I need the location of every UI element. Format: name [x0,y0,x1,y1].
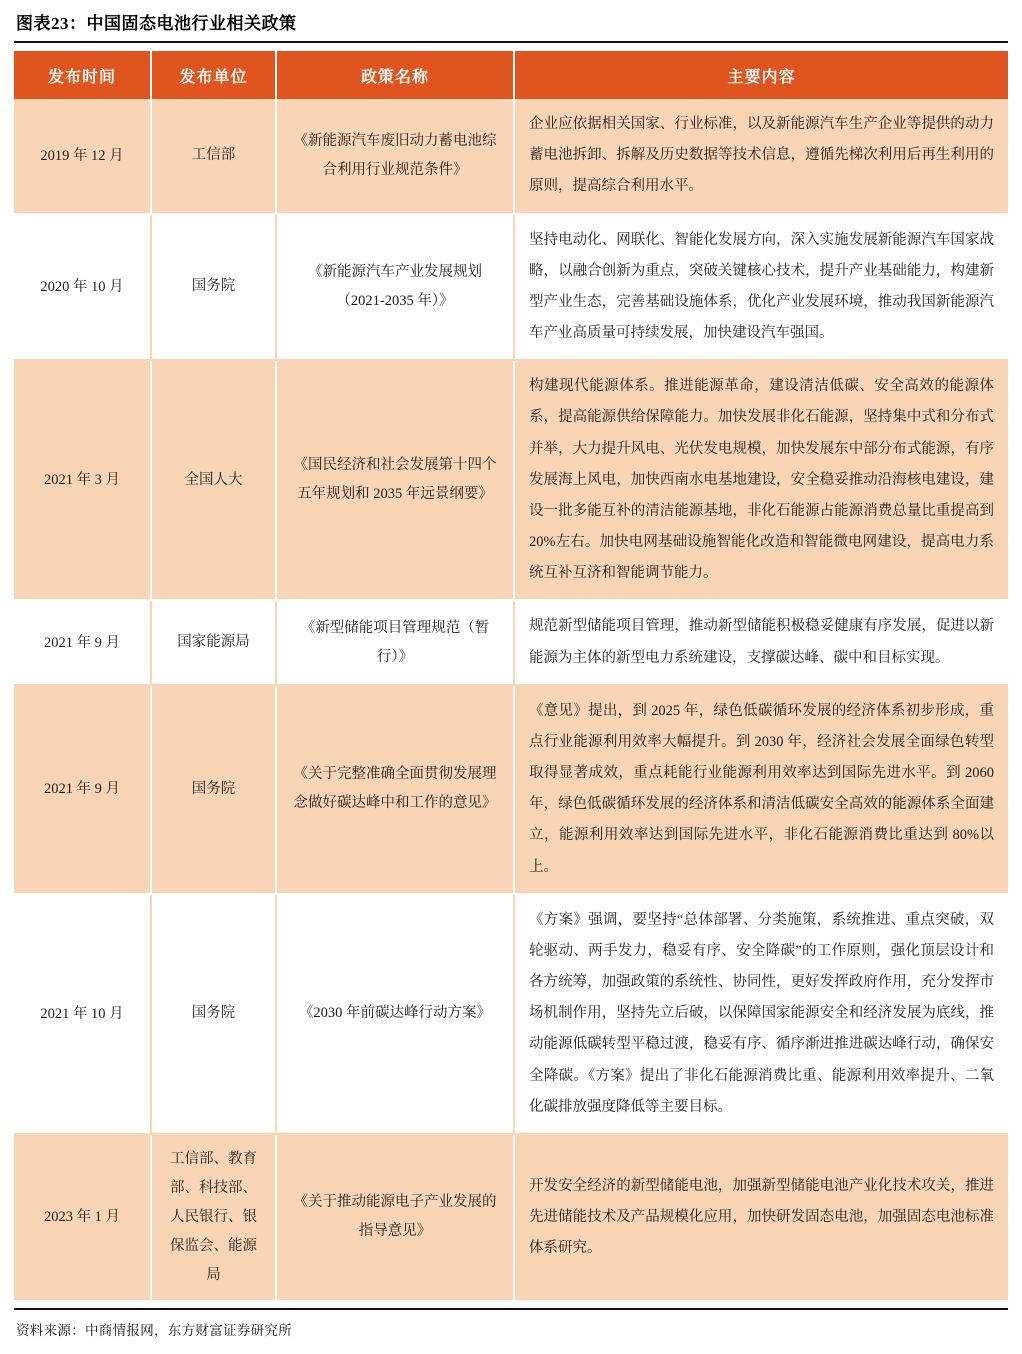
cell-publish-unit: 国务院 [151,685,276,894]
table-row [14,600,1008,684]
cell-policy-content: 坚持电动化、网联化、智能化发展方向，深入实施发展新能源汽车国家战略，以融合创新为重点，突破关键核心技术，提升产业基础能力，构建新型产业生态，完善基础设施体系，优化产业发展环境，推动我国新能源汽车产业高质量可持续发展，加快建设汽车强国。 [514,214,1008,361]
cell-publish-time: 2023 年 1 月 [14,1134,151,1301]
page-title: 图表23：中国固态电池行业相关政策 [16,14,297,33]
cell-publish-unit: 国务院 [151,214,276,361]
table-body [14,99,1008,1301]
cell-publish-unit: 工信部、教育部、科技部、人民银行、银保监会、能源局 [151,1134,276,1301]
table-row [14,99,1008,214]
cell-policy-name: 《新型储能项目管理规范（暂行）》 [276,600,514,684]
table-row [14,894,1008,1134]
cell-publish-unit: 国家能源局 [151,600,276,684]
cell-publish-time: 2021 年 9 月 [14,600,151,684]
cell-policy-name: 《新能源汽车废旧动力蓄电池综合利用行业规范条件》 [276,99,514,214]
cell-policy-content: 企业应依据相关国家、行业标准，以及新能源汽车生产企业等提供的动力蓄电池拆卸、拆解及历史数据等技术信息，遵循先梯次利用后再生利用的原则，提高综合利用水平。 [514,99,1008,214]
cell-policy-content: 《意见》提出，到 2025 年，绿色低碳循环发展的经济体系初步形成，重点行业能源利用效率大幅提升。到 2030 年，经济社会发展全面绿色转型取得显著成效，重点耗能行业能源利用效率达到国际先进水平。到 2060 年，绿色低碳循环发展的经济体系和清洁低碳安全高效的能源体系全面建立，能源利用效率达到国际先进水平，非化石能源消费比重达到 80%以上。 [514,685,1008,894]
cell-publish-time: 2021 年 3 月 [14,360,151,600]
cell-policy-content: 构建现代能源体系。推进能源革命，建设清洁低碳、安全高效的能源体系，提高能源供给保障能力。加快发展非化石能源，坚持集中式和分布式并举，大力提升风电、光伏发电规模，加快发展东中部分布式能源，有序发展海上风电，加快西南水电基地建设，安全稳妥推动沿海核电建设，建设一批多能互补的清洁能源基地，非化石能源占能源消费总量比重提高到 20%左右。加快电网基础设施智能化改造和智能微电网建设，提高电力系统互补互济和智能调节能力。 [514,360,1008,600]
cell-policy-content: 《方案》强调，要坚持“总体部署、分类施策，系统推进、重点突破，双轮驱动、两手发力，稳妥有序、安全降碳”的工作原则，强化顶层设计和各方统筹，加强政策的系统性、协同性，更好发挥政府作用，充分发挥市场机制作用，坚持先立后破，以保障国家能源安全和经济发展为底线，推动能源低碳转型平稳过渡，稳妥有序、循序渐进推进碳达峰行动，确保安全降碳。《方案》提出了非化石能源消费比重、能源利用效率提升、二氧化碳排放强度降低等主要目标。 [514,894,1008,1134]
cell-publish-unit: 国务院 [151,894,276,1134]
title-divider [14,41,1008,43]
cell-publish-time: 2021 年 10 月 [14,894,151,1134]
cell-publish-time: 2021 年 9 月 [14,685,151,894]
table-header-row [14,51,1008,99]
column-header-name: 政策名称 [276,51,514,99]
cell-publish-unit: 工信部 [151,99,276,214]
policy-table [14,51,1008,1302]
cell-policy-content: 规范新型储能项目管理，推动新型储能积极稳妥健康有序发展，促进以新能源为主体的新型电力系统建设，支撑碳达峰、碳中和目标实现。 [514,600,1008,684]
cell-publish-time: 2019 年 12 月 [14,99,151,214]
cell-policy-content: 开发安全经济的新型储能电池，加强新型储能电池产业化技术攻关，推进先进储能技术及产品规模化应用，加快研发固态电池，加强固态电池标准体系研究。 [514,1134,1008,1301]
cell-policy-name: 《2030 年前碳达峰行动方案》 [276,894,514,1134]
column-header-time: 发布时间 [14,51,151,99]
table-row [14,1134,1008,1301]
table-row [14,214,1008,361]
cell-policy-name: 《国民经济和社会发展第十四个五年规划和 2035 年远景纲要》 [276,360,514,600]
column-header-content: 主要内容 [514,51,1008,99]
source-note: 资料来源：中商情报网，东方财富证券研究所 [16,1322,292,1338]
cell-policy-name: 《关于推动能源电子产业发展的指导意见》 [276,1134,514,1301]
cell-policy-name: 《关于完整准确全面贯彻发展理念做好碳达峰中和工作的意见》 [276,685,514,894]
cell-publish-time: 2020 年 10 月 [14,214,151,361]
table-row [14,360,1008,600]
cell-publish-unit: 全国人大 [151,360,276,600]
cell-policy-name: 《新能源汽车产业发展规划（2021-2035 年）》 [276,214,514,361]
table-header [14,51,1008,99]
column-header-unit: 发布单位 [151,51,276,99]
table-row [14,685,1008,894]
